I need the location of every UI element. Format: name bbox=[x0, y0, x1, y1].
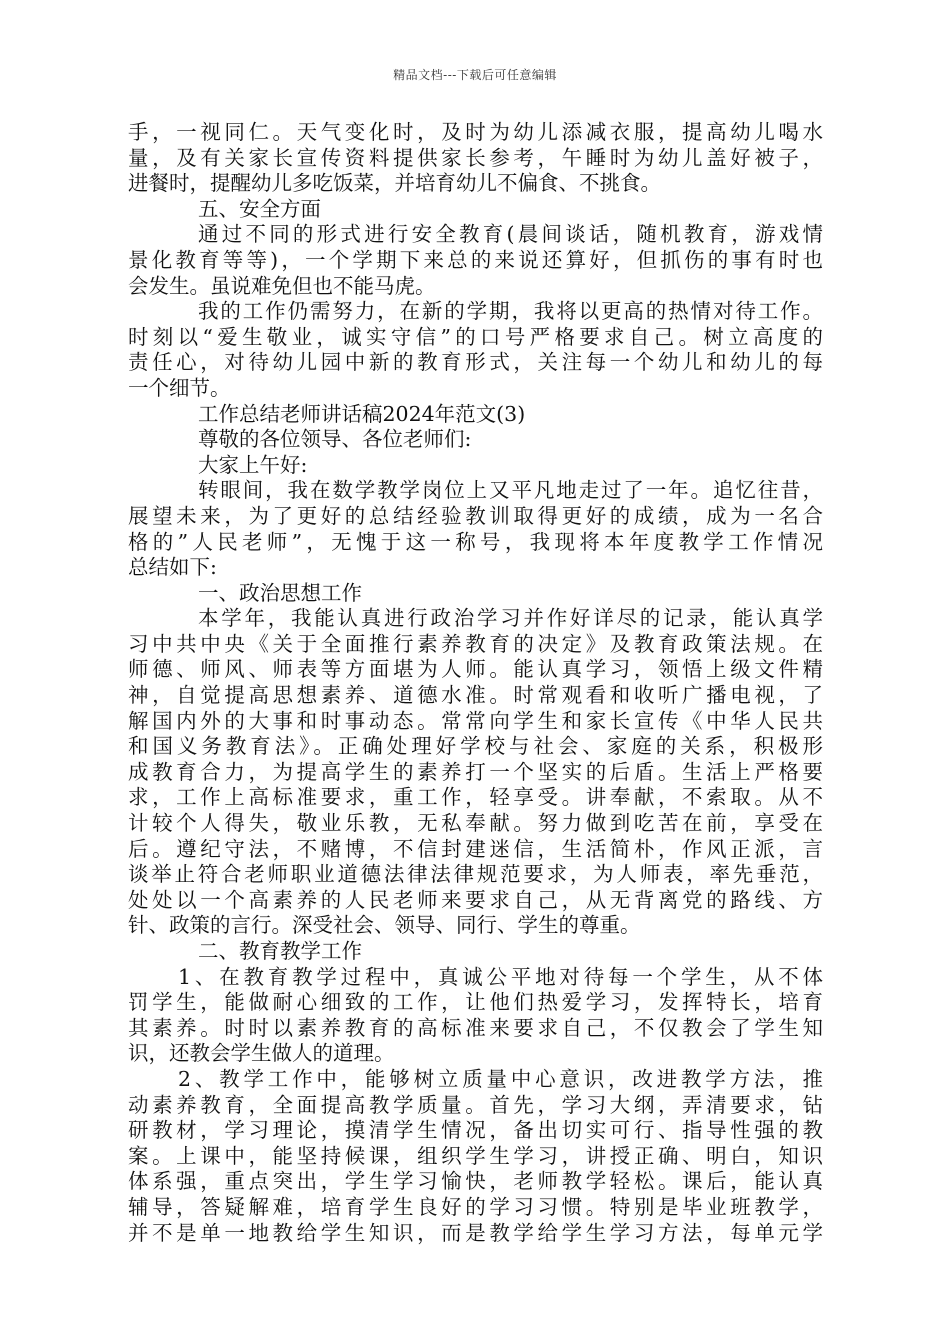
text-line: 二、教育教学工作 bbox=[198, 939, 362, 963]
text-line: 展望未来，为了更好的总结经验教训取得更好的成绩，成为一名合 bbox=[128, 503, 823, 528]
text-line: 体系强，重点突出，学生学习愉快，老师教学轻松。课后，能认真 bbox=[128, 1169, 823, 1194]
text-line: 2、教学工作中，能够树立质量中心意识，改进教学方法，推 bbox=[178, 1066, 823, 1091]
text-line: 一、政治思想工作 bbox=[198, 580, 362, 605]
text-line: 责任心，对待幼儿园中新的教育形式，关注每一个幼儿和幼儿的每 bbox=[128, 350, 823, 375]
text-line: 其素养。时时以素养教育的高标准来要求自己，不仅教会了学生知 bbox=[128, 1015, 823, 1040]
text-line: 动素养教育，全面提高教学质量。首先，学习大纲，弄清要求，钻 bbox=[128, 1092, 823, 1117]
text-line: 针、政策的言行。深受社会、领导、同行、学生的尊重。 bbox=[128, 913, 641, 938]
text-line: 辅导，答疑解难，培育学生良好的学习习惯。特别是毕业班教学， bbox=[128, 1194, 823, 1219]
text-line: 五、安全方面 bbox=[198, 196, 321, 221]
text-line: 工作总结老师讲话稿2024年范文(3) bbox=[198, 401, 526, 426]
text-line: 一个细节。 bbox=[128, 375, 231, 400]
text-line: 研教材，学习理论，摸清学生情况，备出切实可行、指导性强的教 bbox=[128, 1118, 823, 1143]
text-line: 处处以一个高素养的人民老师来要求自己，从无背离党的路线、方 bbox=[128, 887, 823, 912]
text-line: 和国义务教育法》。正确处理好学校与社会、家庭的关系，积极形 bbox=[128, 734, 823, 759]
text-line: 尊敬的各位领导、各位老师们: bbox=[198, 427, 472, 452]
text-line: 计较个人得失，敬业乐教，无私奉献。努力做到吃苦在前，享受在 bbox=[128, 811, 823, 836]
text-line: 解国内外的大事和时事动态。常常向学生和家长宣传《中华人民共 bbox=[128, 708, 823, 733]
text-line: 1、在教育教学过程中，真诚公平地对待每一个学生，从不体 bbox=[178, 964, 823, 989]
text-line: 大家上午好: bbox=[198, 452, 308, 477]
text-line: 后。遵纪守法，不赌博，不信封建迷信，生活简朴，作风正派，言 bbox=[128, 836, 823, 861]
text-line: 手，一视同仁。天气变化时，及时为幼儿添减衣服，提高幼儿喝水 bbox=[128, 120, 823, 144]
text-line: 求，工作上高标准要求，重工作，轻享受。讲奉献，不索取。从不 bbox=[128, 785, 823, 810]
page-header: 精品文档---下载后可任意编辑 bbox=[393, 68, 557, 82]
text-line: 习中共中央《关于全面推行素养教育的决定》及教育政策法规。在 bbox=[128, 631, 823, 656]
document-body bbox=[128, 120, 823, 1246]
text-line: 通过不同的形式进行安全教育(晨间谈话，随机教育，游戏情 bbox=[198, 222, 823, 247]
text-line: 师德、师风、师表等方面堪为人师。能认真学习，领悟上级文件精 bbox=[128, 657, 823, 682]
text-line: 总结如下: bbox=[128, 555, 217, 580]
text-line: 时刻以“爱生敬业，诚实守信”的口号严格要求自己。树立高度的 bbox=[128, 324, 823, 349]
text-line: 景化教育等等)，一个学期下来总的来说还算好，但抓伤的事有时也 bbox=[128, 247, 823, 272]
text-line: 格的”人民老师”，无愧于这一称号，我现将本年度教学工作情况 bbox=[128, 529, 823, 554]
text-line: 转眼间，我在数学教学岗位上又平凡地走过了一年。追忆往昔， bbox=[198, 478, 823, 503]
text-line: 本学年，我能认真进行政治学习并作好详尽的记录，能认真学 bbox=[198, 606, 823, 631]
text-line: 进餐时，提醒幼儿多吃饭菜，并培育幼儿不偏食、不挑食。 bbox=[128, 171, 661, 196]
text-line: 成教育合力，为提高学生的素养打一个坚实的后盾。生活上严格要 bbox=[128, 759, 823, 784]
text-line: 罚学生，能做耐心细致的工作，让他们热爱学习，发挥特长，培育 bbox=[128, 990, 823, 1015]
text-line: 会发生。虽说难免但也不能马虎。 bbox=[128, 273, 436, 298]
text-line: 识，还教会学生做人的道理。 bbox=[128, 1041, 395, 1066]
text-line: 案。上课中，能坚持候课，组织学生学习，讲授正确、明白，知识 bbox=[128, 1143, 823, 1168]
text-line: 量，及有关家长宣传资料提供家长参考，午睡时为幼儿盖好被子， bbox=[128, 145, 823, 170]
text-line: 谈举止符合老师职业道德法律法律规范要求，为人师表，率先垂范， bbox=[128, 862, 823, 887]
text-line: 并不是单一地教给学生知识，而是教学给学生学习方法，每单元学 bbox=[128, 1220, 823, 1245]
text-line: 神，自觉提高思想素养、道德水准。时常观看和收听广播电视，了 bbox=[128, 683, 823, 708]
text-line: 我的工作仍需努力，在新的学期，我将以更高的热情对待工作。 bbox=[198, 299, 823, 324]
